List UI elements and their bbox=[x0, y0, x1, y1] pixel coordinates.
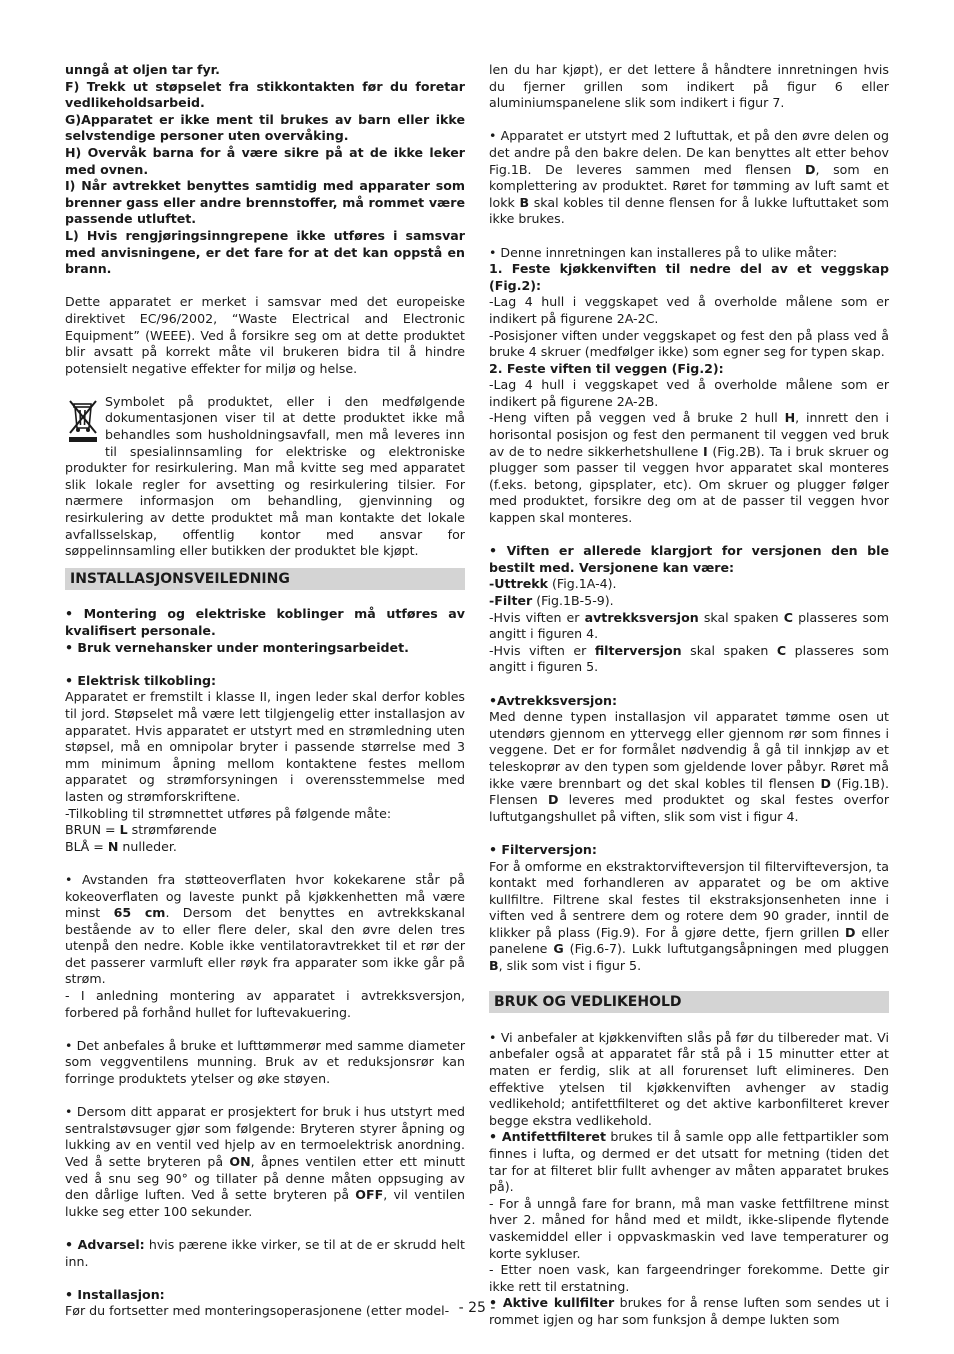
right-column bbox=[489, 62, 889, 1329]
way1-title: 1. Feste kjøkkenviften til nedre del av et veggskap (Fig.2): bbox=[489, 261, 889, 293]
versions-intro: • Viften er allerede klargjort for versjonen den ble bestilt med. Versjonene kan være: bbox=[489, 543, 889, 575]
weee-symbol-block bbox=[65, 394, 465, 560]
way2-title: 2. Feste viften til veggen (Fig.2): bbox=[489, 360, 724, 376]
install-ways-intro: • Denne innretningen kan installeres på to ulike måter: bbox=[489, 244, 838, 260]
exhaust-version-text: Med denne typen installasjon vil apparatet tømme osen ut utendørs gjennom en yttervegg eller gjennom rør som finnes i veggene. Det er for formålet nødvendig å gå til innkjøp av et teleskoprør av den typen som gjeldende lover påbyr. Røret må ikke være brennbart og det skal kobles til flensen D (Fig.1B). Flensen D leveres med produktet og skal festes overfor luftutgangshullet på viften, slik som vist i figur 4. bbox=[489, 709, 889, 824]
way1-step-b: -Posisjoner viften under veggskapet og fest den på plass ved å bruke 4 skruer (medfølger ikke) som egner seg for typen skap. bbox=[489, 327, 889, 360]
carbon-filter-text: • Aktive kullfilter brukes for å rense luften som sendes ut i rommet igjen og har som funksjon å dempe lukten som bbox=[489, 1295, 889, 1327]
distance-text: • Avstanden fra støtteoverflaten hvor kokekarene står på kokeoverflaten og laveste punkt på kjøkkenhetten må være minst 65 cm. Dersom det benyttes en avtrekkskanal bestående av to eller flere deler, skal den øvre delen tres utenpå den nedre. Koble ikke ventilatoravtrekket til et rør der det passerer varmluft eller røyk fra apparater som ikke går på strøm. bbox=[65, 871, 465, 987]
weee-symbol-text: Symbolet på produktet, eller i den medfølgende dokumentasjonen viser til at dette produktet ikke må behandles som husholdningsavfall, men må leveres inn til spesialinnsamling for elektriske og elektroniske produkter for resirkulering. Man må kvitte seg med apparatet slik lokale regler for avsetting og resirkulering tilsier. For nærmere informasjon om behandling, gjenvinning og resirkulering av dette produktet må man kontakte det lokale avfallsselskap, offentlig kontor med ansvar for søppelinnsamling eller butikken der produktet ble kjøpt. bbox=[65, 393, 465, 559]
duct-text: • Det anbefales å bruke et lufttømmerør med samme diameter som veggventilens munning. Bruk av et reduksjonsrør kan forringe produktets ytelser og øke støyen. bbox=[65, 1037, 465, 1087]
way1-step-a: -Lag 4 hull i veggskapet ved å overholde målene som er indikert på figurene 2A-2C. bbox=[489, 294, 889, 326]
wire-blue: BLÅ = N nulleder. bbox=[65, 838, 177, 854]
electric-connection: -Tilkobling til strømnettet utføres på følgende måte: bbox=[65, 805, 392, 821]
warning-h: H) Overvåk barna for å være sikre på at de ikke leker med ovnen. bbox=[65, 144, 465, 177]
distance-note: - I anledning montering av apparatet i avtrekksversjon, forbered på forhånd hullet for luftevakuering. bbox=[65, 988, 465, 1020]
grease-filter-wash: - For å unngå fare for brann, må man vaske fettfiltrene minst hver 2. måned for hånd med et mildt, ikke-slipende flytende vaskemiddel eller i oppvaskmaskin ved lave temperaturer og korte sykluser. bbox=[489, 1195, 889, 1261]
electric-text: Apparatet er fremstilt i klasse II, ingen leder skal derfor kobles til jord. Støpselet må være lett tilgjengelig etter installasjon av apparatet. Hvis apparatet er utstyrt med en strømledning uten støpsel, må en omnipolar bryter i passende størrelse med 3 mm minimum åpning mellom kontaktene festes mellom apparatet og strømforsyningen i overensstemmelse med lasten og strømforskriftene. bbox=[65, 689, 465, 804]
use-text: • Vi anbefaler at kjøkkenviften slås på før du tilbereder mat. Vi anbefaler også at apparatet får stå på i 15 minutter etter at maten er ferdig, slik at all forurenset luft elimineres. Den effektive ytelsen til kjøkkenviften avhenger av stadig vedlikehold; antifettfilteret og det aktive karbonfilteret krever begge ekstra vedlikehold. bbox=[489, 1029, 889, 1128]
warning-e-cont: unngå at oljen tar fyr. bbox=[65, 62, 220, 77]
warning-f: F) Trekk ut støpselet fra stikkontakten før du foretar vedlikeholdsarbeid. bbox=[65, 78, 465, 111]
way2-step-b: -Heng viften på veggen ved å bruke 2 hull H, innrett den i horisontal posisjon og fest den permanent til veggen ved bruk av de to nedre sikkerhetshullene I (Fig.2B). Ta i bruk skruer og plugger som passer til veggen hvor apparatet skal monteres (f.eks. betong, gipsplater, etc). Om skruer og plugger følger med produktet, forsikre deg om at de passer til veggen hvor kappen skal monteres. bbox=[489, 410, 889, 526]
grease-filter-text: • Antifettfilteret brukes til å samle opp alle fettpartikler som finnes i lufta, og dermed er det utsatt for metning (tiden det tar for at filteret blir fullt avhenger av måten apparatet brukes på). bbox=[489, 1129, 889, 1195]
lever-filter: -Hvis viften er filterversjon skal spaken C plasseres som angitt i figuren 5. bbox=[489, 642, 889, 675]
installation-continued: len du har kjøpt), er det lettere å håndtere innretningen hvis du fjerner grillen som indikert på figur 6 eller aluminiumspanelene slik som indikert i figur 7. bbox=[489, 62, 889, 111]
installation-text: Før du fortsetter med monteringsoperasjonene (etter model- bbox=[65, 1303, 450, 1319]
wire-brown: BRUN = L strømførende bbox=[65, 822, 217, 838]
warning-g: G)Apparatet er ikke ment til brukes av barn eller ikke selvstendige personer uten overvåking. bbox=[65, 111, 465, 144]
air-outlets-text: • Apparatet er utstyrt med 2 luftuttak, et på den øvre delen og det andre på den bakre delen. De kan benyttes alt etter behov Fig.1B. De leveres sammen med flensen D, som en komplettering av produktet. Røret for tømming av luft samt et lokk B skal kobles til denne flensen for å lukke luftuttaket som ikke brukes. bbox=[489, 128, 889, 227]
filter-version-title: • Filterversjon: bbox=[489, 841, 597, 857]
weee-intro: Dette apparatet er merket i samsvar med det europeiske direktivet EC/96/2002, “Waste Electrical and Electronic Equipment” (WEEE). Ved å forsikre seg om at dette produktet blir avsatt på korrekt måte vil brukeren bidra til å hindre potensielt negative effekter for miljø og helse. bbox=[65, 294, 465, 376]
central-vacuum-text: • Dersom ditt apparat er prosjektert for bruk i hus utstyrt med sentralstøvsuger gjør som følgende: Bryteren styrer åpning og lukking av en ventil ved hjelp av en termoelektrisk anordning. Ved å sette bryteren på ON, åpnes ventilen etter ett minutt ved å snu seg 90° og tillater på denne måten oppsuging av den dårlige luften. Ved å sette bryteren på OFF, vil ventilen lukke seg etter 100 sekunder. bbox=[65, 1104, 466, 1219]
warning-i: I) Når avtrekket benyttes samtidig med apparater som brenner gass eller andre brennstoffer, må rommet være passende utluftet. bbox=[65, 178, 465, 227]
installation-title: • Installasjon: bbox=[65, 1286, 165, 1302]
version-exhaust: -Uttrekk (Fig.1A-4). bbox=[489, 576, 617, 592]
page-number: - 25 - bbox=[458, 1300, 496, 1316]
exhaust-version-title: •Avtrekksversjon: bbox=[489, 692, 618, 708]
install-bullet-qualified: • Montering og elektriske koblinger må utføres av kvalifisert personale. bbox=[65, 606, 465, 638]
lever-exhaust: -Hvis viften er avtrekksversjon skal spaken C plasseres som angitt i figuren 4. bbox=[489, 609, 889, 642]
weee-bin-icon bbox=[65, 395, 101, 445]
version-filter: -Filter (Fig.1B-5-9). bbox=[489, 593, 614, 608]
left-column bbox=[65, 62, 465, 1320]
electric-title: • Elektrisk tilkobling: bbox=[65, 672, 217, 688]
filter-version-text: For å omforme en ekstraktorvifteversjon til filtervifteversjon, ta kontakt med forhandleren av apparatet og be om aktive kullfiltre. Filtrene skal festes til ekstraksjonsenheten inne i viften ved å sentrere dem og rotere dem 90 grader, inntil de klikker på plass (Fig.9). For å gjøre dette, fjern grillen D eller panelene G (Fig.6-7). Lukk luftutgangsåpningen med pluggen B, slik som vist i figur 5. bbox=[489, 858, 889, 974]
way2-step-a: -Lag 4 hull i veggskapet ved å overholde målene som er indikert på figurene 2A-2B. bbox=[489, 377, 889, 409]
install-bullet-gloves: • Bruk vernehansker under monteringsarbeidet. bbox=[65, 639, 409, 655]
grease-filter-colour: - Etter noen vask, kan fargeendringer forekomme. Dette gir ikke rett til erstatning. bbox=[489, 1262, 889, 1294]
warning-l: L) Hvis rengjøringsinngrepene ikke utføres i samsvar med anvisningene, er det fare for at det kan oppstå en brann. bbox=[65, 227, 465, 277]
use-maintenance-heading: BRUK OG VEDLIKEHOLD bbox=[489, 991, 889, 1013]
installation-heading: INSTALLASJONSVEILEDNING bbox=[65, 568, 465, 590]
bulb-warning: • Advarsel: hvis pærene ikke virker, se til at de er skrudd helt inn. bbox=[65, 1236, 465, 1269]
